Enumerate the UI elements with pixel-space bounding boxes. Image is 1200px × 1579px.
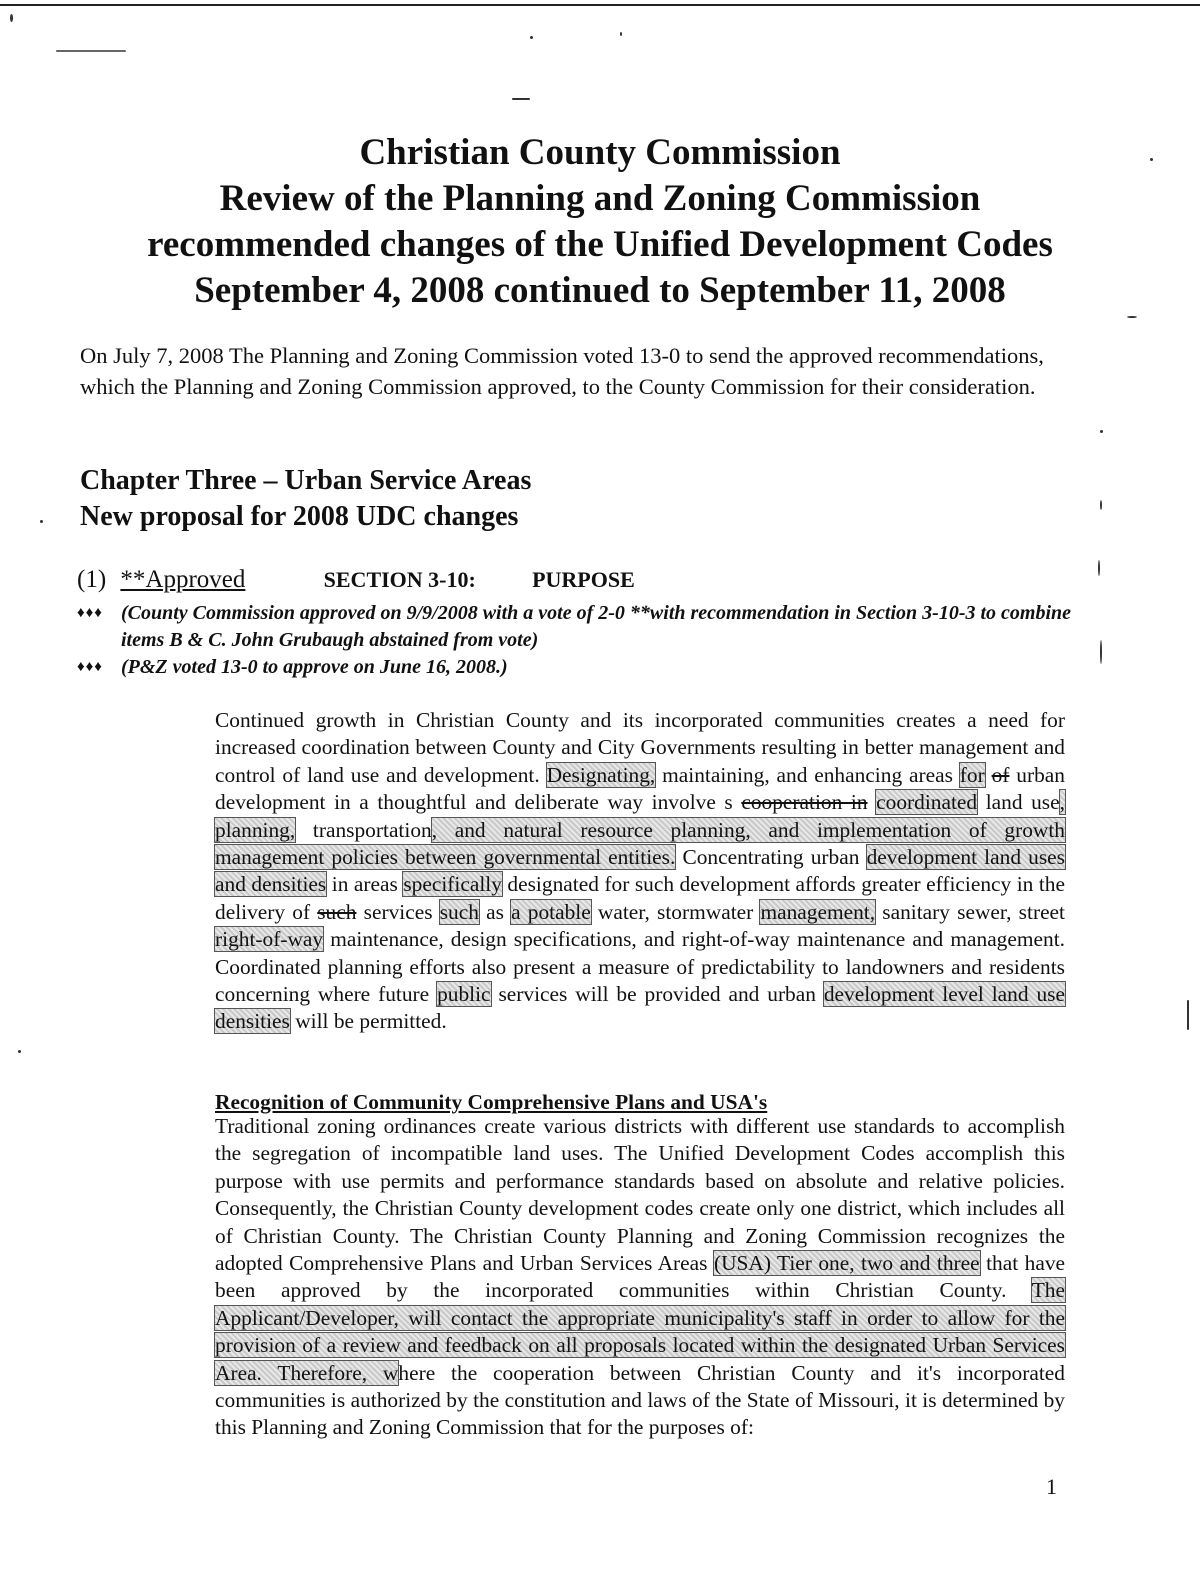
text-run: urban development in a thoughtful and deliberate way involve s <box>215 762 1065 815</box>
approval-status: **Approved <box>120 566 246 593</box>
section-name: PURPOSE <box>532 567 635 592</box>
highlighted-addition: coordinated <box>876 790 978 815</box>
approval-note <box>77 654 1077 681</box>
struck-deletion: cooperation in <box>741 790 868 815</box>
approval-note-text: (P&Z voted 13-0 to approve on June 16, 2008.) <box>121 656 508 678</box>
scan-speck <box>1100 430 1103 433</box>
text-run: that have been approved by the incorporated communities within Christian County. <box>215 1251 1066 1303</box>
document-title <box>80 130 1120 314</box>
text-run: services <box>363 899 433 924</box>
text-run: sanitary sewer, street <box>882 899 1065 924</box>
diamond-bullet-icon: ♦♦♦ <box>77 605 103 621</box>
highlighted-addition: specifically <box>403 872 502 897</box>
approval-note-text: (County Commission approved on 9/9/2008 with a vote of 2-0 **with recommendation in Section 3-10-3 to combine items B & C. John Grubaugh abstained from vote) <box>121 602 1072 651</box>
purpose-paragraph <box>215 707 1065 1036</box>
text-run: designated for such development affords greater efficiency in the delivery of <box>215 872 1065 924</box>
title-line-1: Christian County Commission <box>359 132 841 173</box>
intro-paragraph: On July 7, 2008 The Planning and Zoning Commission voted 13-0 to send the approved recommendations, which the Planning and Zoning Commission approved, to the County Commission for their consideration. <box>80 343 1044 399</box>
highlighted-addition: , planning, <box>215 790 1065 842</box>
scan-speck <box>620 32 622 36</box>
scan-speck <box>1100 500 1102 510</box>
text-run: Traditional zoning ordinances create various districts with different use standards to accomplish the segregation of incompatible land uses. The Unified Development Codes accomplish this purpose with use permits and performance standards based on absolute and relative policies. Consequently, the Christian County development codes create only one district, which includes all of Christian County. The Christian County Planning and Zoning Commission recognizes the adopted Comprehensive Plans and Urban Services Areas <box>215 1114 1065 1276</box>
title-line-2: Review of the Planning and Zoning Commission <box>219 178 981 219</box>
highlighted-addition: right-of-way <box>215 927 324 952</box>
approval-note <box>77 600 1077 654</box>
chapter-title: Chapter Three – Urban Service Areas <box>80 465 532 496</box>
scan-speck <box>530 36 533 39</box>
text-run: maintenance, design specifications, and right-of-way maintenance and management. Coordinated planning efforts also present a measure of predictability to landowners and residents concerning where future <box>215 927 1065 1007</box>
title-line-4: September 4, 2008 continued to September 11, 2008 <box>194 270 1006 311</box>
text-run: land use <box>985 790 1060 815</box>
text-run: services will be provided and urban <box>498 982 816 1007</box>
scan-speck <box>40 520 43 523</box>
section-heading <box>77 566 635 594</box>
highlighted-addition: for <box>959 762 985 787</box>
scan-speck <box>1127 316 1137 318</box>
highlighted-addition: such <box>439 899 479 924</box>
highlighted-addition: development land uses and densities <box>215 845 1065 897</box>
approval-notes <box>77 600 1077 681</box>
scan-speck <box>1150 158 1153 161</box>
highlighted-addition: a potable <box>511 899 591 924</box>
chapter-heading <box>80 463 531 535</box>
text-run: maintaining, and enhancing areas <box>662 762 953 787</box>
scan-speck <box>10 14 13 22</box>
text-run: here the cooperation between Christian County and it's incorporated communities is authorized by the constitution and laws of the State of Missouri, it is determined by this Planning and Zoning Commission that for the purposes of: <box>215 1360 1065 1440</box>
top-border-line <box>0 4 1200 6</box>
section-label: SECTION 3-10: <box>323 567 476 592</box>
scan-speck <box>1098 560 1100 576</box>
highlighted-addition: development level land use densities <box>215 982 1065 1034</box>
recognition-paragraph <box>215 1113 1065 1442</box>
chapter-subtitle: New proposal for 2008 UDC changes <box>80 501 519 532</box>
scan-speck <box>56 50 126 52</box>
scan-speck <box>1187 1000 1189 1030</box>
page-number: 1 <box>1046 1474 1057 1499</box>
highlighted-addition: management, <box>760 899 876 924</box>
text-run: will be permitted. <box>295 1009 447 1034</box>
scan-speck <box>1100 640 1102 664</box>
title-line-3: recommended changes of the Unified Development Codes <box>147 224 1053 265</box>
highlighted-addition: public <box>437 982 491 1007</box>
text-run: Continued growth in Christian County and its incorporated communities creates a need for increased coordination between County and City Governments resulting in better management and control of land use and development. <box>215 708 1065 787</box>
scan-speck <box>18 1050 21 1053</box>
highlighted-addition: , and natural resource planning, and implementation of growth management policies between governmental entities. <box>215 817 1065 870</box>
scan-speck <box>512 98 530 100</box>
highlighted-addition: The Applicant/Developer, will contact the appropriate municipality's staff in order to allow for the provision of a review and feedback on all proposals located within the designated Urban Services Area. Therefore, w <box>215 1278 1065 1385</box>
struck-deletion: such <box>317 899 357 924</box>
text-run: in areas <box>331 872 398 897</box>
text-run: water, stormwater <box>597 899 754 924</box>
highlighted-addition: (USA) Tier one, two and three <box>713 1251 980 1276</box>
text-run: transportation <box>312 817 432 842</box>
section-number: (1) <box>77 566 107 593</box>
text-run: as <box>486 899 504 924</box>
recognition-subheading: Recognition of Community Comprehensive Plans and USA's <box>215 1090 768 1114</box>
diamond-bullet-icon: ♦♦♦ <box>77 659 103 675</box>
highlighted-addition: Designating, <box>546 762 656 787</box>
struck-deletion: of <box>991 762 1010 787</box>
text-run: Concentrating urban <box>682 845 860 870</box>
